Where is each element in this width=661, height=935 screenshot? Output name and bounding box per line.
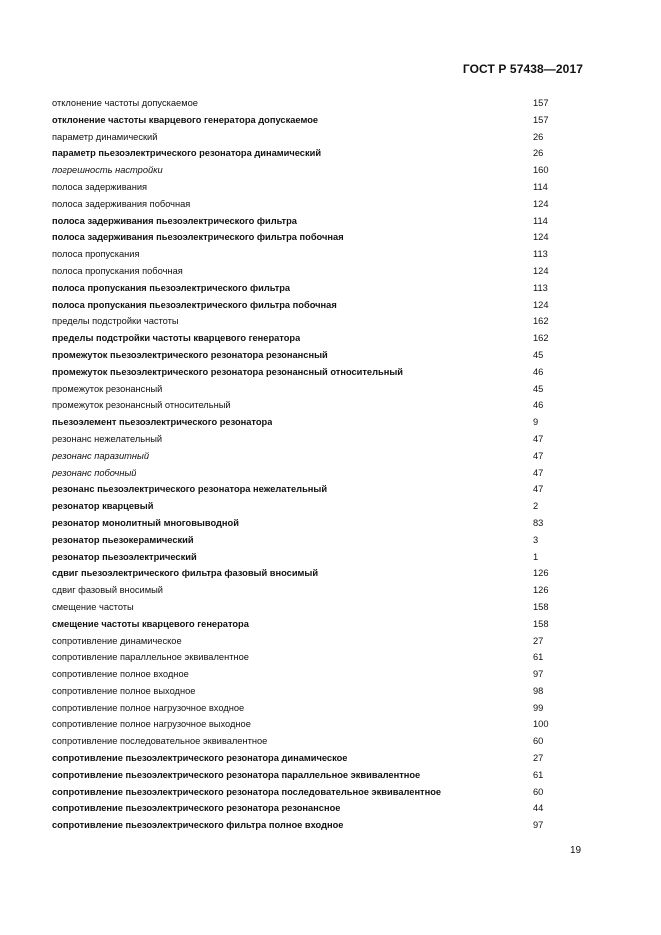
index-term: промежуток пьезоэлектрического резонатора резонансный относительный: [52, 366, 403, 377]
index-page-ref: 83: [533, 517, 544, 528]
index-term: сдвиг пьезоэлектрического фильтра фазовый вносимый: [52, 568, 319, 579]
index-term: сопротивление пьезоэлектрического резонатора последовательное эквивалентное: [52, 786, 442, 797]
index-page-ref: 98: [533, 685, 544, 696]
index-page-ref: 124: [533, 232, 549, 243]
index-term: полоса пропускания пьезоэлектрического фильтра побочная: [52, 299, 337, 310]
page-number: 19: [570, 845, 582, 856]
index-term: полоса задерживания побочная: [52, 198, 191, 209]
index-entry: [52, 716, 557, 733]
index-entry: [52, 179, 557, 196]
index-page-ref: 97: [533, 820, 544, 831]
index-entry: [52, 414, 557, 431]
index-entry: [52, 784, 557, 801]
index-term: смещение частоты кварцевого генератора: [52, 618, 249, 629]
index-term: сопротивление полное нагрузочное входное: [52, 702, 245, 713]
index-term: отклонение частоты кварцевого генератора допускаемое: [52, 114, 319, 125]
index-page-ref: 157: [533, 114, 549, 125]
index-entry: [52, 599, 557, 616]
index-term: сопротивление последовательное эквивалентное: [52, 736, 268, 747]
index-page-ref: 47: [533, 467, 544, 478]
index-page-ref: 47: [533, 450, 544, 461]
index-page-ref: 124: [533, 198, 549, 209]
index-page-ref: 160: [533, 165, 549, 176]
index-term: резонанс паразитный: [52, 450, 150, 461]
index-page-ref: 47: [533, 484, 544, 495]
index-page-ref: 9: [533, 417, 539, 428]
index-entry: [52, 246, 557, 263]
index-term: пьезоэлемент пьезоэлектрического резонатора: [52, 417, 273, 428]
index-page-ref: 26: [533, 148, 544, 159]
index-page-ref: 124: [533, 299, 549, 310]
index-term: сопротивление пьезоэлектрического резонатора резонансное: [52, 803, 341, 814]
index-entry: [52, 481, 557, 498]
index-term: полоса пропускания побочная: [52, 265, 183, 276]
index-entry: [52, 162, 557, 179]
index-term: полоса пропускания пьезоэлектрического фильтра: [52, 282, 291, 293]
index-page-ref: 162: [533, 333, 549, 344]
index-term: сопротивление пьезоэлектрического резонатора динамическое: [52, 753, 348, 764]
index-page-ref: 113: [533, 249, 548, 260]
index-page-ref: 124: [533, 265, 549, 276]
index-term: смещение частоты: [52, 601, 134, 612]
index-entry: [52, 431, 557, 448]
index-page-ref: 60: [533, 786, 544, 797]
index-entry: [52, 498, 557, 515]
index-page-ref: 158: [533, 601, 549, 612]
index-page-ref: 46: [533, 400, 544, 411]
index-term: сопротивление полное входное: [52, 669, 189, 680]
index-entry: [52, 666, 557, 683]
index-page-ref: 27: [533, 635, 544, 646]
index-entry: [52, 381, 557, 398]
index-term: сопротивление пьезоэлектрического резонатора параллельное эквивалентное: [52, 769, 421, 780]
index-page-ref: 1: [533, 551, 539, 562]
index-page-ref: 99: [533, 702, 544, 713]
index-entry: [52, 750, 557, 767]
index-page-ref: 46: [533, 366, 544, 377]
index-term: сопротивление параллельное эквивалентное: [52, 652, 249, 663]
index-entry: [52, 297, 557, 314]
index-entry: [52, 817, 557, 834]
index-page-ref: 60: [533, 736, 544, 747]
index-entry: [52, 767, 557, 784]
index-entry: [52, 616, 557, 633]
index-page-ref: 47: [533, 433, 544, 444]
index-entry: [52, 213, 557, 230]
index-entry: [52, 649, 557, 666]
index-entry: [52, 515, 557, 532]
index-page-ref: 157: [533, 98, 549, 108]
index-term: полоса задерживания пьезоэлектрического фильтра: [52, 215, 297, 226]
term-index-list: [52, 95, 557, 834]
index-entry: [52, 397, 557, 414]
index-term: промежуток резонансный: [52, 383, 163, 394]
index-term: сопротивление полное нагрузочное выходное: [52, 719, 251, 730]
index-entry: [52, 532, 557, 549]
index-term: резонанс пьезоэлектрического резонатора нежелательный: [52, 484, 328, 495]
index-entry: [52, 129, 557, 146]
index-entry: [52, 95, 557, 112]
index-entry: [52, 733, 557, 750]
index-page-ref: 100: [533, 719, 549, 730]
index-entry: [52, 683, 557, 700]
index-entry: [52, 364, 557, 381]
index-entry: [52, 800, 557, 817]
index-term: промежуток резонансный относительный: [52, 400, 231, 411]
index-page-ref: 2: [533, 501, 539, 512]
index-page-ref: 158: [533, 618, 549, 629]
index-entry: [52, 280, 557, 297]
index-entry: [52, 549, 557, 566]
index-entry: [52, 330, 557, 347]
index-page-ref: 126: [533, 568, 549, 579]
index-entry: [52, 112, 557, 129]
index-term: параметр пьезоэлектрического резонатора динамический: [52, 148, 322, 159]
index-page-ref: 61: [533, 769, 544, 780]
index-term: резонатор пьезоэлектрический: [52, 551, 197, 562]
index-entry: [52, 347, 557, 364]
index-page-ref: 3: [533, 534, 539, 545]
index-term: сдвиг фазовый вносимый: [52, 585, 163, 596]
index-entry: [52, 263, 557, 280]
index-entry: [52, 145, 557, 162]
index-entry: [52, 700, 557, 717]
index-term: полоса пропускания: [52, 249, 140, 260]
index-page-ref: 26: [533, 131, 544, 142]
index-term: полоса задерживания пьезоэлектрического фильтра побочная: [52, 232, 344, 243]
index-page-ref: 113: [533, 282, 548, 293]
index-page-ref: 97: [533, 669, 544, 680]
index-term: параметр динамический: [52, 131, 158, 142]
index-term: резонатор пьезокерамический: [52, 534, 194, 545]
index-entry: [52, 448, 557, 465]
index-page-ref: 162: [533, 316, 549, 327]
index-entry: [52, 465, 557, 482]
index-page-ref: 27: [533, 753, 544, 764]
index-entry: [52, 633, 557, 650]
index-entry: [52, 196, 557, 213]
index-term: резонатор кварцевый: [52, 501, 154, 512]
index-term: полоса задерживания: [52, 181, 148, 192]
index-page-ref: 114: [533, 215, 548, 226]
index-term: промежуток пьезоэлектрического резонатора резонансный: [52, 349, 328, 360]
index-entry: [52, 313, 557, 330]
index-term: сопротивление полное выходное: [52, 685, 196, 696]
index-page-ref: 45: [533, 349, 544, 360]
index-term: резонанс побочный: [52, 467, 137, 478]
index-entry: [52, 582, 557, 599]
index-term: резонанс нежелательный: [52, 433, 163, 444]
index-term: пределы подстройки частоты кварцевого генератора: [52, 333, 301, 344]
index-term: отклонение частоты допускаемое: [52, 98, 198, 108]
index-page-ref: 126: [533, 585, 549, 596]
index-page-ref: 114: [533, 181, 548, 192]
document-id: ГОСТ Р 57438—2017: [462, 62, 583, 76]
index-page-ref: 44: [533, 803, 544, 814]
index-term: резонатор монолитный многовыводной: [52, 517, 239, 528]
index-term: пределы подстройки частоты: [52, 316, 179, 327]
index-term: погрешность настройки: [52, 165, 163, 176]
index-term: сопротивление динамическое: [52, 635, 182, 646]
index-page-ref: 61: [533, 652, 544, 663]
index-term: сопротивление пьезоэлектрического фильтра полное входное: [52, 820, 344, 831]
index-page-ref: 45: [533, 383, 544, 394]
index-entry: [52, 565, 557, 582]
index-entry: [52, 229, 557, 246]
